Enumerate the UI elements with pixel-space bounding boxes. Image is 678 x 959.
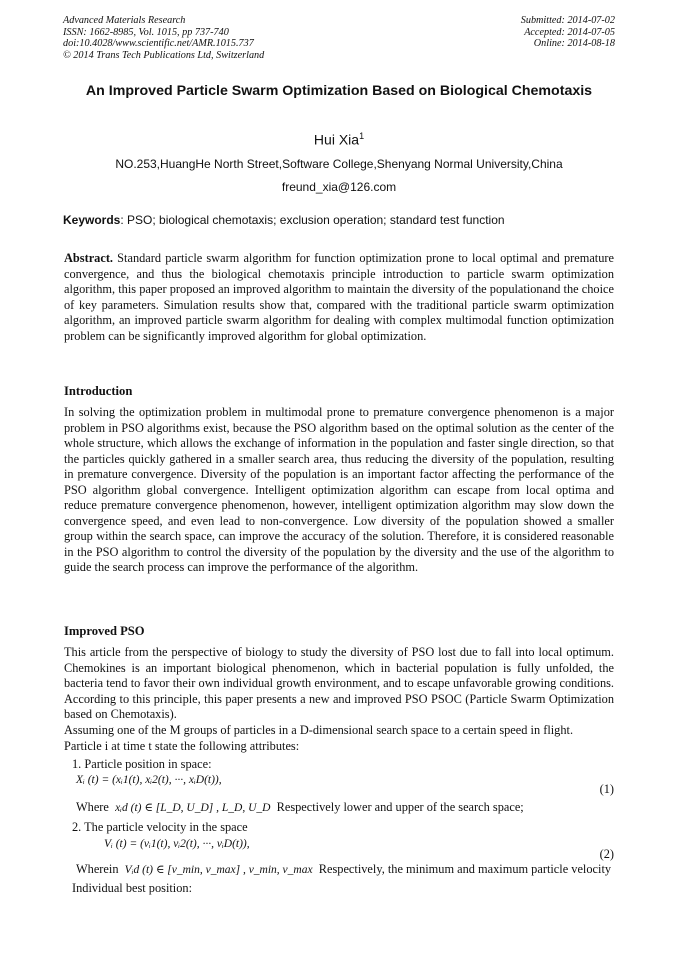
author-sup: 1 [359,131,365,141]
where-1-label: Where [76,800,109,814]
submitted-date: Submitted: 2014-07-02 [520,15,615,26]
accepted-date: Accepted: 2014-07-05 [524,26,615,38]
where-2-text: Respectively, the minimum and maximum particle velocity [318,862,612,876]
keywords-text: : PSO; biological chemotaxis; exclusion operation; standard test function [120,213,505,227]
abstract-label: Abstract. [64,251,114,265]
copyright-line: © 2014 Trans Tech Publications Ltd, Switzerland [63,49,265,61]
where-1 [76,800,524,815]
where-2-label: Wherein [76,862,119,876]
online-date: Online: 2014-08-18 [533,38,615,50]
journal-name: Advanced Materials Research [63,15,186,26]
item-best-position: Individual best position: [72,881,193,895]
where-1-math: xᵢd (t) ∈ [L_D, U_D] , L_D, U_D [115,802,271,814]
equation-2: Vᵢ (t) = (vᵢ1(t), vᵢ2(t), ···, vᵢD(t)), [104,838,250,850]
where-1-text: Respectively lower and upper of the search space; [276,800,524,814]
issn-line: ISSN: 1662-8985, Vol. 1015, pp 737-740 [63,26,229,38]
item-position: 1. Particle position in space: [72,757,212,771]
abstract [64,251,614,344]
email[interactable]: freund_xia@126.com [281,180,397,194]
keywords-label: Keywords [63,213,121,227]
item-velocity: 2. The particle velocity in the space [72,820,248,834]
where-2 [76,862,611,877]
improved-pso-heading: Improved PSO [64,624,145,638]
doi-line: doi:10.4028/www.scientific.net/AMR.1015.737 [63,38,254,50]
journal-header-right [521,15,615,50]
paper-title: An Improved Particle Swarm Optimization Based on Biological Chemotaxis [85,83,593,99]
equation-2-number: (2) [599,847,614,861]
equation-1-number: (1) [599,782,614,796]
introduction-text: In solving the optimization problem in multimodal prone to premature convergence phenomenon is a major problem in PSO algorithms exist, because the PSO algorithm based on the optimal solution as the center of the whole structure, which allows the exchange of information in the population and faster single direction, so that the particles quickly gathered in a smaller search area, thus reducing the diversity of the population, resulting in premature convergence. Diversity of the population is an important factor affecting the performance of the PSO algorithm global convergence. Intelligent optimization algorithm can escape from local optima and reduce premature convergence phenomenon, however, intelligent optimization algorithm may slow down the convergence speed, and even lead to non-convergence. Low diversity of the population showed a smaller group within the search space, can improve the accuracy of the solution. Therefore, it is considered reasonable in the PSO algorithm to control the diversity of the population by the diversity and the use of the algorithm to guide the search process can improve the performance of the algorithm. [64,405,614,574]
improved-pso-text: This article from the perspective of biology to study the diversity of PSO lost due to fall into local optimum. Chemokines is an important biological phenomenon, which in bacterial population is fully unfolded, the bacteria tend to favor their own individual growth environment, and to escape unfavorable growing conditions. According to this principle, this paper presents a new and improved PSO PSOC (Particle Swarm Optimization based on Chemotaxis). [64,645,614,721]
where-2-math: Vᵢd (t) ∈ [v_min, v_max] , v_min, v_max [124,864,313,876]
abstract-text: Standard particle swarm algorithm for function optimization prone to local optimal and premature convergence, and thus the biological chemotaxis principle introduction to particle swarm optimization algorithm, this paper proposed an improved algorithm to maintain the diversity of the populationand the choice of key parameters. Simulation results show that, compared with the traditional particle swarm optimization algorithm, an improved particle swarm algorithm for dealing with complex multimodal function optimization problem can be significantly improved algorithm for global optimization. [64,251,614,343]
equation-1: Xᵢ (t) = (xᵢ1(t), xᵢ2(t), ···, xᵢD(t)), [76,774,222,786]
keywords [63,213,615,227]
particle-intro: Particle i at time t state the following attributes: [64,739,300,753]
affiliation: NO.253,HuangHe North Street,Software College,Shenyang Normal University,China [115,157,563,171]
author-name: Hui Xia [313,131,360,148]
introduction-heading: Introduction [64,384,133,398]
author [63,131,615,148]
assumption-line: Assuming one of the M groups of particles in a D-dimensional search space to a certain speed in flight. [64,723,574,737]
journal-header-left [63,15,264,61]
